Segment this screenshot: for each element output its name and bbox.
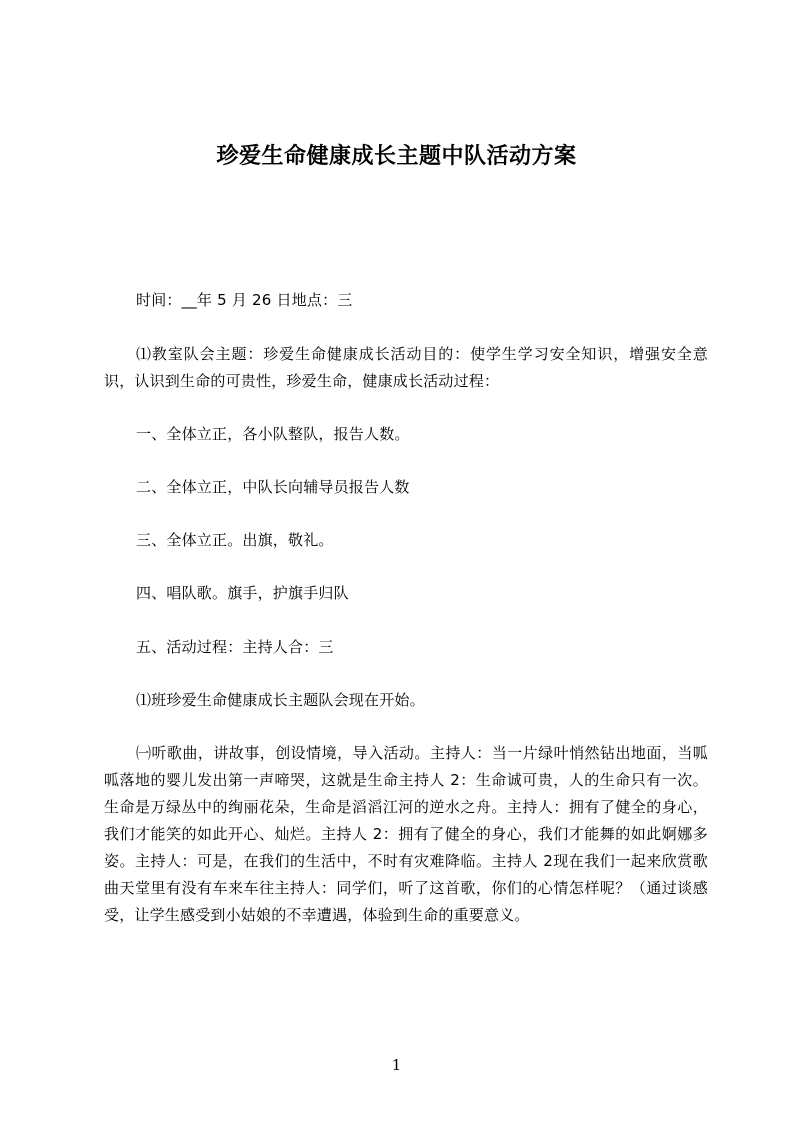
page-number: 1 bbox=[391, 1056, 402, 1074]
document-title: 珍爱生命健康成长主题中队活动方案 bbox=[216, 144, 577, 169]
paragraph-theme-purpose: ⑴教室队会主题：珍爱生命健康成长活动目的：使学生学习安全知识，增强安全意识，认识到生命的可贵性，珍爱生命，健康成长活动过程： bbox=[104, 345, 708, 390]
paragraph-step-one: 一、全体立正，各小队整队，报告人数。 bbox=[136, 425, 410, 443]
paragraph-time-location: 时间：__年 5 月 26 日地点：三 bbox=[136, 291, 353, 309]
paragraph-step-three: 三、全体立正。出旗，敬礼。 bbox=[136, 531, 334, 549]
paragraph-step-four: 四、唱队歌。旗手，护旗手归队 bbox=[136, 584, 349, 602]
paragraph-opening: ⑴班珍爱生命健康成长主题队会现在开始。 bbox=[136, 691, 425, 709]
paragraph-step-two: 二、全体立正，中队长向辅导员报告人数 bbox=[136, 478, 410, 496]
paragraph-activity-one: ㈠听歌曲，讲故事，创设情境，导入活动。主持人：当一片绿叶悄然钻出地面，当呱呱落地的婴儿发出第一声啼哭，这就是生命主持人 2：生命诚可贵，人的生命只有一次。生命是万绿丛中的绚丽花朵，生命是滔滔江河的逆水之舟。主持人：拥有了健全的身心，我们才能笑的如此开心、灿烂。主持人 2：拥有了健全的身心，我们才能舞的如此婀娜多姿。主持人：可是，在我们的生活中，不时有灾难降临。主持人 2现在我们一起来欣赏歌曲天堂里有没有车来车往主持人：同学们，听了这首歌，你们的心情怎样呢？（通过谈感受，让学生感受到小姑娘的不幸遭遇，体验到生命的重要意义。 bbox=[104, 744, 708, 924]
paragraph-step-five: 五、活动过程：主持人合：三 bbox=[136, 638, 334, 656]
